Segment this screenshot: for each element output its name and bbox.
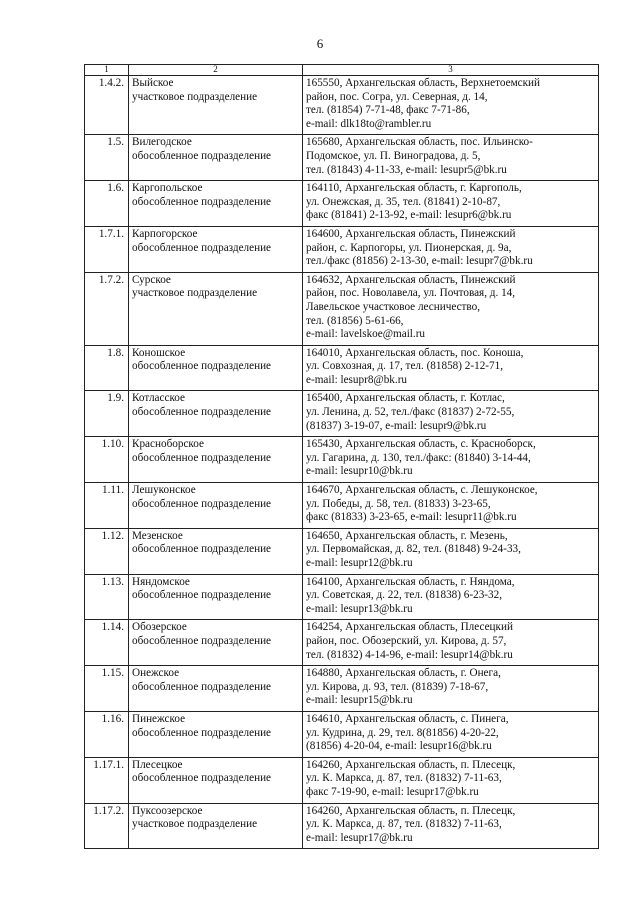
row-number: 1.6. (85, 181, 129, 227)
row-number: 1.16. (85, 711, 129, 757)
address-line: e-mail: dlk18to@rambler.ru (306, 117, 432, 130)
address-line: ул. Советская, д. 22, тел. (81838) 6-23-32, (306, 589, 503, 602)
address-line: ул. К. Маркса, д. 87, тел. (81832) 7-11-63, (306, 772, 502, 785)
address-line: e-mail: lesupr8@bk.ru (306, 373, 408, 386)
subdivision-name-line: обособленное подразделение (132, 241, 272, 254)
table-row (85, 437, 599, 483)
contact-address (303, 226, 599, 272)
table-row (85, 345, 599, 391)
address-line: ул. Онежская, д. 35, тел. (81841) 2-10-87, (306, 195, 501, 208)
subdivision-name (129, 226, 303, 272)
row-number: 1.11. (85, 483, 129, 529)
address-line: 164260, Архангельская область, п. Плесецк, (306, 758, 516, 771)
address-line: e-mail: lesupr17@bk.ru (306, 831, 413, 844)
subdivision-name-line: обособленное подразделение (132, 634, 272, 647)
subdivision-name-line: обособленное подразделение (132, 149, 272, 162)
subdivision-name-line: Карпогорское (132, 227, 198, 240)
table-row (85, 528, 599, 574)
subdivision-name (129, 437, 303, 483)
row-number: 1.17.1. (85, 757, 129, 803)
address-line: 165550, Архангельская область, Верхнетоемский (306, 77, 541, 89)
subdivision-name (129, 711, 303, 757)
subdivision-name-line: Лешуконское (132, 484, 196, 497)
contact-address (303, 391, 599, 437)
contact-address (303, 666, 599, 712)
address-line: 164880, Архангельская область, г. Онега, (306, 667, 501, 680)
table-row (85, 574, 599, 620)
address-line: тел. (81832) 4-14-96, e-mail: lesupr14@bk.ru (306, 648, 513, 661)
subdivision-name-line: Котласское (132, 392, 186, 405)
subdivision-name (129, 803, 303, 849)
subdivision-name-line: Вилегодское (132, 136, 192, 149)
address-line: Лавельское участковое лесничество, (306, 300, 481, 313)
row-number: 1.13. (85, 574, 129, 620)
row-number: 1.12. (85, 528, 129, 574)
address-line: Подомское, ул. П. Виноградова, д. 5, (306, 149, 481, 162)
address-line: 164670, Архангельская область, с. Лешуконское, (306, 484, 538, 497)
header-row (85, 65, 599, 76)
contact-address (303, 574, 599, 620)
row-number: 1.10. (85, 437, 129, 483)
subdivision-name-line: участковое подразделение (132, 287, 258, 300)
address-line: район, пос. Новолавела, ул. Почтовая, д. 14, (306, 287, 516, 300)
subdivision-name (129, 272, 303, 345)
subdivision-name-line: обособленное подразделение (132, 772, 272, 785)
contact-address (303, 135, 599, 181)
column-header-2: 2 (129, 65, 303, 76)
table-row (85, 391, 599, 437)
contact-address (303, 757, 599, 803)
row-number: 1.4.2. (85, 76, 129, 135)
address-line: ул. Кирова, д. 93, тел. (81839) 7-18-67, (306, 680, 489, 693)
contact-address (303, 181, 599, 227)
address-line: ул. Совхозная, д. 17, тел. (81858) 2-12-71, (306, 360, 504, 373)
subdivision-name-line: обособленное подразделение (132, 195, 272, 208)
subdivision-name-line: Коношское (132, 346, 186, 359)
contact-address (303, 76, 599, 135)
address-line: e-mail: lesupr10@bk.ru (306, 465, 413, 478)
row-number: 1.7.2. (85, 272, 129, 345)
column-header-1: 1 (85, 65, 129, 76)
table-row (85, 803, 599, 849)
subdivision-name (129, 757, 303, 803)
address-line: (81837) 3-19-07, e-mail: lesupr9@bk.ru (306, 419, 487, 432)
subdivision-name-line: участковое подразделение (132, 90, 258, 103)
subdivision-name-line: Сурское (132, 273, 171, 286)
subdivision-name (129, 391, 303, 437)
row-number: 1.5. (85, 135, 129, 181)
address-line: e-mail: lesupr13@bk.ru (306, 602, 413, 615)
subdivision-name-line: обособленное подразделение (132, 451, 272, 464)
subdivision-name-line: обособленное подразделение (132, 406, 272, 419)
table-row (85, 272, 599, 345)
table-row (85, 76, 599, 135)
address-line: тел. (81854) 7-71-48, факс 7-71-86, (306, 104, 470, 117)
table-header (85, 65, 599, 76)
address-line: 164254, Архангельская область, Плесецкий (306, 621, 513, 634)
subdivision-name (129, 483, 303, 529)
address-line: факс (81833) 3-23-65, e-mail: lesupr11@bk.ru (306, 511, 517, 524)
address-line: 164632, Архангельская область, Пинежский (306, 273, 516, 286)
column-header-3: 3 (303, 65, 599, 76)
row-number: 1.7.1. (85, 226, 129, 272)
contact-address (303, 437, 599, 483)
address-line: ул. Кудрина, д. 29, тел. 8(81856) 4-20-22, (306, 726, 499, 739)
address-line: ул. Первомайская, д. 82, тел. (81848) 9-24-33, (306, 543, 521, 556)
subdivision-name (129, 181, 303, 227)
contact-address (303, 803, 599, 849)
address-line: 165430, Архангельская область, с. Красноборск, (306, 438, 536, 451)
contact-address (303, 483, 599, 529)
address-line: e-mail: lesupr15@bk.ru (306, 694, 413, 707)
subdivisions-table (84, 64, 599, 849)
subdivision-name (129, 528, 303, 574)
table-row (85, 135, 599, 181)
subdivision-name-line: обособленное подразделение (132, 726, 272, 739)
subdivision-name (129, 135, 303, 181)
row-number: 1.15. (85, 666, 129, 712)
subdivision-name (129, 76, 303, 135)
address-line: район, пос. Обозерский, ул. Кирова, д. 57, (306, 634, 507, 647)
subdivision-name (129, 574, 303, 620)
subdivision-name-line: Обозерское (132, 621, 187, 634)
address-line: 164260, Архангельская область, п. Плесецк, (306, 804, 516, 817)
address-line: ул. К. Маркса, д. 87, тел. (81832) 7-11-63, (306, 818, 502, 831)
subdivision-name-line: Няндомское (132, 575, 190, 588)
page-number: 6 (316, 36, 324, 51)
subdivision-name-line: Пуксоозерское (132, 804, 203, 817)
table-row (85, 181, 599, 227)
row-number: 1.14. (85, 620, 129, 666)
table-row (85, 483, 599, 529)
address-line: 165680, Архангельская область, пос. Ильинско- (306, 136, 533, 149)
subdivision-name-line: Пинежское (132, 712, 186, 725)
subdivision-name-line: обособленное подразделение (132, 680, 272, 693)
address-line: тел. (81856) 5-61-66, (306, 314, 404, 327)
address-line: (81856) 4-20-04, e-mail: lesupr16@bk.ru (306, 740, 492, 753)
address-line: 164600, Архангельская область, Пинежский (306, 227, 516, 240)
address-line: ул. Победы, д. 58, тел. (81833) 3-23-65, (306, 497, 491, 510)
table-row (85, 666, 599, 712)
subdivision-name-line: Каргопольское (132, 182, 203, 195)
table-row (85, 620, 599, 666)
contact-address (303, 711, 599, 757)
subdivision-name-line: Красноборское (132, 438, 204, 451)
table-row (85, 226, 599, 272)
subdivision-name-line: обособленное подразделение (132, 589, 272, 602)
subdivision-name (129, 666, 303, 712)
subdivision-name-line: Плесецкое (132, 758, 183, 771)
subdivision-name-line: обособленное подразделение (132, 497, 272, 510)
subdivision-name-line: Онежское (132, 667, 180, 680)
row-number: 1.9. (85, 391, 129, 437)
address-line: 164610, Архангельская область, с. Пинега, (306, 712, 509, 725)
row-number: 1.17.2. (85, 803, 129, 849)
address-line: 164650, Архангельская область, г. Мезень, (306, 529, 508, 542)
address-line: ул. Гагарина, д. 130, тел./факс: (81840) 3-14-44, (306, 451, 531, 464)
address-line: район, пос. Согра, ул. Северная, д. 14, (306, 90, 488, 103)
table-body (85, 76, 599, 849)
address-line: тел. (81843) 4-11-33, e-mail: lesupr5@bk.ru (306, 163, 507, 176)
address-line: 164010, Архангельская область, пос. Коноша, (306, 346, 524, 359)
address-line: e-mail: lesupr12@bk.ru (306, 557, 413, 569)
subdivision-name (129, 620, 303, 666)
address-line: район, с. Карпогоры, ул. Пионерская, д. 9а, (306, 241, 512, 254)
subdivision-name (129, 345, 303, 391)
address-line: ул. Ленина, д. 52, тел./факс (81837) 2-72-55, (306, 406, 515, 419)
address-line: факс (81841) 2-13-92, e-mail: lesupr6@bk.ru (306, 209, 512, 222)
address-line: 164100, Архангельская область, г. Няндома, (306, 575, 515, 588)
row-number: 1.8. (85, 345, 129, 391)
address-line: тел./факс (81856) 2-13-30, e-mail: lesupr7@bk.ru (306, 255, 533, 268)
subdivision-name-line: обособленное подразделение (132, 360, 272, 373)
contact-address (303, 528, 599, 574)
address-line: факс 7-19-90, e-mail: lesupr17@bk.ru (306, 785, 479, 798)
subdivision-name-line: Выйское (132, 77, 174, 89)
subdivision-name-line: участковое подразделение (132, 818, 258, 831)
table-row (85, 757, 599, 803)
address-line: 165400, Архангельская область, г. Котлас, (306, 392, 505, 405)
address-line: 164110, Архангельская область, г. Каргополь, (306, 182, 522, 195)
contact-address (303, 620, 599, 666)
contact-address (303, 345, 599, 391)
address-line: e-mail: lavelskoe@mail.ru (306, 328, 426, 341)
subdivision-name-line: обособленное подразделение (132, 543, 272, 556)
contact-address (303, 272, 599, 345)
subdivision-name-line: Мезенское (132, 529, 183, 542)
table-row (85, 711, 599, 757)
